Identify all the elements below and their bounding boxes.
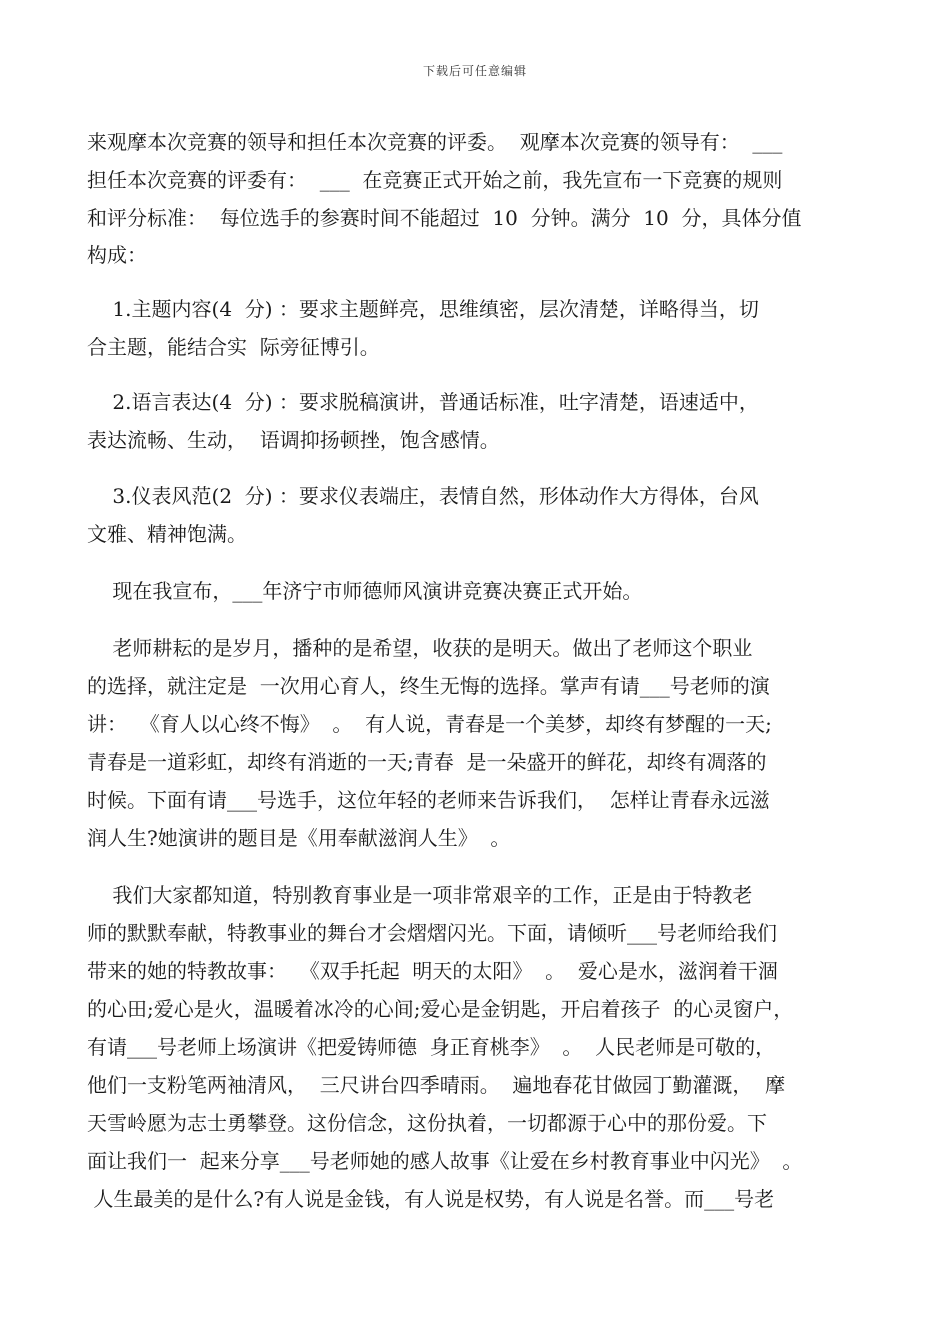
text-line: 我们大家都知道，特别教育事业是一项非常艰辛的工作，正是由于特教老: [87, 883, 753, 907]
text-line: 3.仪表风范(2 分) ：要求仪表端庄，表情自然，形体动作大方得体，台风: [87, 484, 759, 508]
text-line: 担任本次竞赛的评委有： ___ 在竞赛正式开始之前，我先宣布一下竞赛的规则: [87, 168, 783, 192]
text-line: 有请___号老师上场演讲《把爱铸师德 身正育桃李》 。 人民老师是可敬的，: [87, 1035, 776, 1059]
text-line: 和评分标准： 每位选手的参赛时间不能超过 10 分钟。满分 10 分，具体分值: [87, 206, 802, 230]
text-line: 文雅、精神饱满。: [87, 522, 247, 546]
text-line: 师的默默奉献，特教事业的舞台才会熠熠闪光。下面，请倾听___号老师给我们: [87, 921, 777, 945]
text-line: 天雪岭愿为志士勇攀登。这份信念，这份执着，一切都源于心中的那份爱。下: [87, 1111, 767, 1135]
text-line: 现在我宣布，___年济宁市师德师风演讲竞赛决赛正式开始。: [87, 579, 643, 603]
text-line: 老师耕耘的是岁月，播种的是希望，收获的是明天。做出了老师这个职业: [87, 636, 753, 660]
page-header: 下载后可任意编辑: [422, 64, 527, 78]
text-line: 带来的她的特教故事： 《双手托起 明天的太阳》 。 爱心是水，滋润着干涸: [87, 959, 778, 983]
text-line: 2.语言表达(4 分) ：要求脱稿演讲，普通话标准，吐字清楚，语速适中，: [87, 390, 759, 414]
text-line: 合主题，能结合实 际旁征博引。: [87, 335, 380, 359]
text-line: 面让我们一 起来分享___号老师她的感人故事《让爱在乡村教育事业中闪光》 。: [87, 1149, 803, 1173]
text-line: 1.主题内容(4 分) ：要求主题鲜亮，思维缜密，层次清楚，详略得当，切: [87, 297, 759, 321]
text-line: 青春是一道彩虹，却终有消逝的一天;青春 是一朵盛开的鲜花，却终有凋落的: [87, 750, 767, 774]
text-line: 人生最美的是什么?有人说是金钱，有人说是权势，有人说是名誉。而___号老: [87, 1187, 775, 1211]
text-line: 他们一支粉笔两袖清风， 三尺讲台四季晴雨。 遍地春花甘做园丁勤灌溉， 摩: [87, 1073, 786, 1097]
text-line: 讲： 《育人以心终不悔》 。 有人说，青春是一个美梦，却终有梦醒的一天;: [87, 712, 772, 736]
text-line: 的选择，就注定是 一次用心育人，终生无悔的选择。掌声有请___号老师的演: [87, 674, 770, 698]
text-line: 表达流畅、生动， 语调抑扬顿挫，饱含感情。: [87, 428, 500, 452]
text-line: 润人生?她演讲的题目是《用奉献滋润人生》 。: [87, 826, 511, 850]
text-line: 的心田;爱心是火，温暖着冰冷的心间;爱心是金钥匙，开启着孩子 的心灵窗户，: [87, 997, 794, 1021]
text-line: 构成：: [87, 243, 147, 267]
text-line: 来观摩本次竞赛的领导和担任本次竞赛的评委。 观摩本次竞赛的领导有： ___: [87, 130, 783, 154]
text-line: 时候。下面有请___号选手，这位年轻的老师来告诉我们， 怎样让青春永远滋: [87, 788, 770, 812]
